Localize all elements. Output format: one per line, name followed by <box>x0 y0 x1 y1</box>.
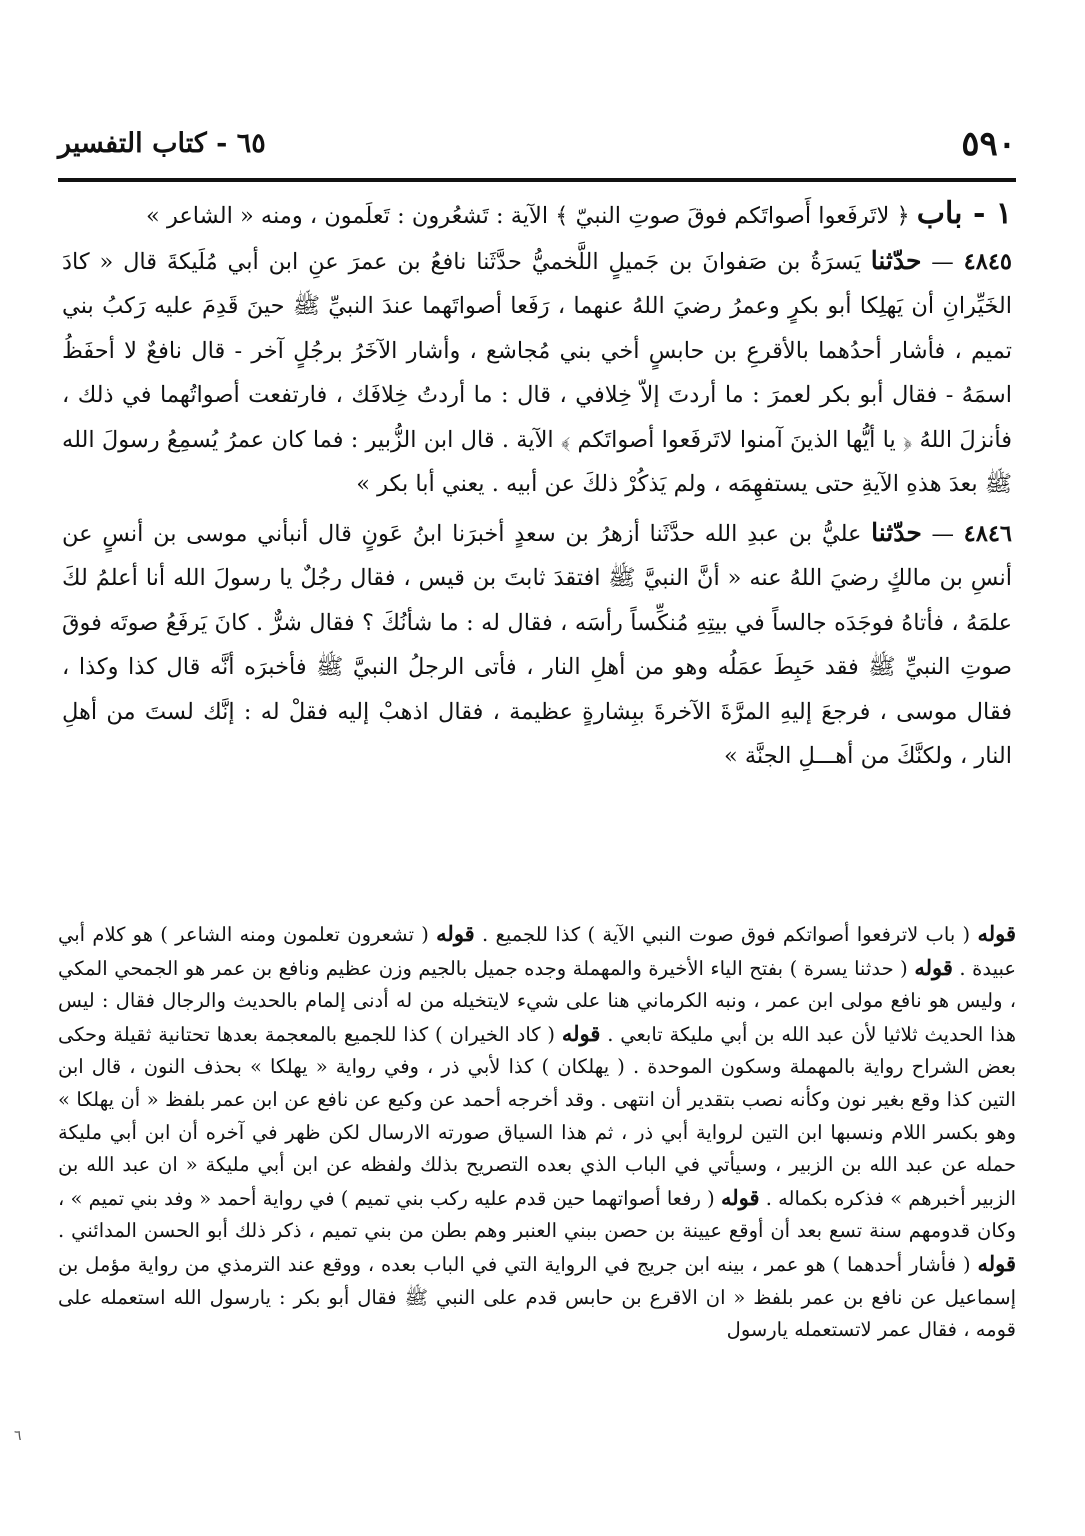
qawluhu-marker: قوله <box>977 921 1016 946</box>
commentary-text: ( حدثنا يسرة ) بفتح الياء الأخيرة والمهملة وجده جميل بالجيم وزن عظيم ونافع بن عمر هو الجمحي المكي ، وليس هو نافع مولى ابن عمر ، ونبه الكرماني هنا على شيء لايتخيله من له أدنى إلمام بالحديث والرجال فقال : ليس هذا الحديث ثلاثيا لأن عبد الله بن أبي مليكة تابعي . <box>58 956 1017 1046</box>
commentary-text: ( باب لاترفعوا أصواتكم فوق صوت النبي الآية ) كذا للجميع . <box>482 923 971 946</box>
commentary-text: ( كاد الخيران ) كذا للجميع بالمعجمة بعدها تحتانية ثقيلة وحكى بعض الشراح رواية بالمهملة وسكون الموحدة . ( يهلكان ) كذا لأبي ذر ، وفي رواية « يهلكا » بحذف النون ، قال ابن التين كذا وقع بغير نون وكأنه نصب بتقدير أن انتهى . وقد أخرجه أحمد عن وكيع عن نافع عن ابن عمر بلفظ « أن يهلكا » وهو بكسر اللام ونسبها ابن التين لرواية أبي ذر ، ثم هذا السياق صورته الارسال لكن ظهر في آخره أن ابن أبي مليكة حمله عن عبد الله بن الزبير ، وسيأتي في الباب الذي بعده التصريح بذلك ولفظه عن ابن أبي مليكة « ان عبد الله بن الزبير أخبرهم » فذكره بكماله . <box>58 1022 1016 1210</box>
commentary-text: ( رفعا أصواتهما حين قدم عليه ركب بني تميم ) في رواية أحمد « وفد بني تميم » ، وكان قدومهم سنة تسع بعد أن أوقع عيينة بن حصن ببني العنبر وهم بطن من بني تميم ، ذكر ذلك أبو الحسن المدائني . <box>57 1186 1016 1243</box>
commentary-text: ( تشعرون تعلمون ومنه الشاعر ) هو كلام أبي عبيدة . <box>58 923 1017 980</box>
commentary-text: ( فأشار أحدهما ) هو عمر ، بينه ابن جريج في الرواية التي في الباب بعده ، ووقع عند الترمذي من رواية مؤمل بن إسماعيل عن نافع بن عمر بلفظ « ان الاقرع بن حابس قدم على النبي ﷺ فقال أبو بكر : يارسول الله استعمله على قومه ، فقال عمر لاتستعمله يارسول <box>58 1252 1016 1342</box>
haddathana-label: حدّثنا <box>871 517 922 547</box>
running-title: ٦٥ - كتاب التفسير <box>58 128 266 159</box>
hadith-text: عليُّ بن عبدِ الله حدَّثَنا أزهرُ بن سعدٍ أخبرَنا ابنُ عَونٍ قال أنبأني موسى بن أنسٍ عن أنسِ بن مالكٍ رضيَ اللهُ عنه « أنَّ النبيَّ ﷺ افتقدَ ثابتَ بن قيس ، فقال رجُلٌ يا رسولَ الله أنا أعلمُ لكَ علمَهُ ، فأتاهُ فوجَدَه جالساً في بيتِهِ مُنكِّساً رأسَه ، فقال له : ما شأنُكَ ؟ فقال شرٌّ . كانَ يَرفَعُ صوتَه فوقَ صوتِ النبيِّ ﷺ فقد حَبِطَ عمَلُه وهو من أهلِ النار ، فأتى الرجلُ النبيَّ ﷺ فأخبرَه أنَّه قال كذا وكذا ، فقال موسى ، فرجعَ إليهِ المرَّةَ الآخرةَ ببِشارةٍ عظيمة ، فقال اذهبْ إليه فقلْ له : إنَّك لستَ من أهلِ النار ، ولكنَّكَ من أهـــلِ الجنَّة » <box>62 520 1012 769</box>
chapter-text: ﴿ لاتَرفَعوا أَصواتَكم فوقَ صوتِ النبيّ ﴾ الآية : تَشعُرون : تَعلَمون ، ومنه « الشاعر » <box>146 203 910 229</box>
commentary-paragraph <box>58 918 1016 1347</box>
margin-mark: ٦ <box>14 1428 22 1444</box>
page-number: ٥٩٠ <box>961 124 1016 164</box>
qawluhu-marker: قوله <box>977 1250 1016 1276</box>
qawluhu-marker: قوله <box>914 954 953 980</box>
chapter-number: ١ - باب <box>916 196 1012 231</box>
header-rule <box>58 178 1016 182</box>
hadith-number: ٤٨٤٦ <box>963 520 1012 547</box>
commentary <box>58 918 1016 1347</box>
haddathana-label: حدّثنا <box>870 245 922 275</box>
page-header <box>58 118 1016 174</box>
qawluhu-marker: قوله <box>720 1184 760 1210</box>
qawluhu-marker: قوله <box>561 1020 601 1046</box>
qawluhu-marker: قوله <box>436 921 475 946</box>
main-text <box>62 192 1012 779</box>
hadith-4846: ٤٨٤٦ — حدّثنا عليُّ بن عبدِ الله حدَّثَنا أزهرُ بن سعدٍ أخبرَنا ابنُ عَونٍ قال أنبأني موسى بن أنسٍ عن أنسِ بن مالكٍ رضيَ اللهُ عنه « أنَّ النبيَّ ﷺ افتقدَ ثابتَ بن قيس ، فقال رجُلٌ يا رسولَ الله أنا أعلمُ لكَ علمَهُ ، فأتاهُ فوجَدَه جالساً في بيتِهِ مُنكِّساً رأسَه ، فقال له : ما شأنُكَ ؟ فقال شرٌّ . كانَ يَرفَعُ صوتَه فوقَ صوتِ النبيِّ ﷺ فقد حَبِطَ عمَلُه وهو من أهلِ النار ، فأتى الرجلُ النبيَّ ﷺ فأخبرَه أنَّه قال كذا وكذا ، فقال موسى ، فرجعَ إليهِ المرَّةَ الآخرةَ ببِشارةٍ عظيمة ، فقال اذهبْ إليه فقلْ له : إنَّك لستَ من أهلِ النار ، ولكنَّكَ من أهـــلِ الجنَّة » <box>62 517 1012 769</box>
chapter-heading <box>62 192 1012 239</box>
hadith-4845: ٤٨٤٥ — حدّثنا يَسرَةُ بن صَفوانَ بن جَميلٍ اللَّخميُّ حدَّثَنا نافعُ بن عمرَ عنِ ابن أبي مُلَيكةَ قال « كادَ الخَيِّرانِ أن يَهلِكا أبو بكرٍ وعمرُ رضيَ اللهُ عنهما ، رَفَعا أصواتَهما عندَ النبيِّ ﷺ حينَ قَدِمَ عليه رَكبُ بني تميم ، فأشار أحدُهما بالأقرعِ بن حابسٍ أخي بني مُجاشع ، وأشار الآخَرُ برجُلٍ آخر - قال نافعٌ لا أحفَظُ اسمَهُ - فقال أبو بكر لعمرَ : ما أردتَ إلاّ خِلافي ، قال : ما أردتُ خِلافَك ، فارتفعت أصواتُهما في ذلك ، فأنزلَ اللهُ ﴿ يا أيُّها الذينَ آمنوا لاتَرفَعوا أصواتَكم ﴾ الآية . قال ابن الزُّبير : فما كان عمرُ يُسمِعُ رسولَ الله ﷺ بعدَ هذهِ الآيةِ حتى يستفهِمَه ، ولم يَذكُرْ ذلكَ عن أبيه . يعني أبا بكر » <box>62 245 1012 497</box>
hadith-number: ٤٨٤٥ <box>963 248 1012 275</box>
hadith-text: يَسرَةُ بن صَفوانَ بن جَميلٍ اللَّخميُّ حدَّثَنا نافعُ بن عمرَ عنِ ابن أبي مُلَيكةَ قال « كادَ الخَيِّرانِ أن يَهلِكا أبو بكرٍ وعمرُ رضيَ اللهُ عنهما ، رَفَعا أصواتَهما عندَ النبيِّ ﷺ حينَ قَدِمَ عليه رَكبُ بني تميم ، فأشار أحدُهما بالأقرعِ بن حابسٍ أخي بني مُجاشع ، وأشار الآخَرُ برجُلٍ آخر - قال نافعٌ لا أحفَظُ اسمَهُ - فقال أبو بكر لعمرَ : ما أردتَ إلاّ خِلافي ، قال : ما أردتُ خِلافَك ، فارتفعت أصواتُهما في ذلك ، فأنزلَ اللهُ ﴿ يا أيُّها الذينَ آمنوا لاتَرفَعوا أصواتَكم ﴾ الآية . قال ابن الزُّبير : فما كان عمرُ يُسمِعُ رسولَ الله ﷺ بعدَ هذهِ الآيةِ حتى يستفهِمَه ، ولم يَذكُرْ ذلكَ عن أبيه . يعني أبا بكر » <box>62 248 1012 497</box>
